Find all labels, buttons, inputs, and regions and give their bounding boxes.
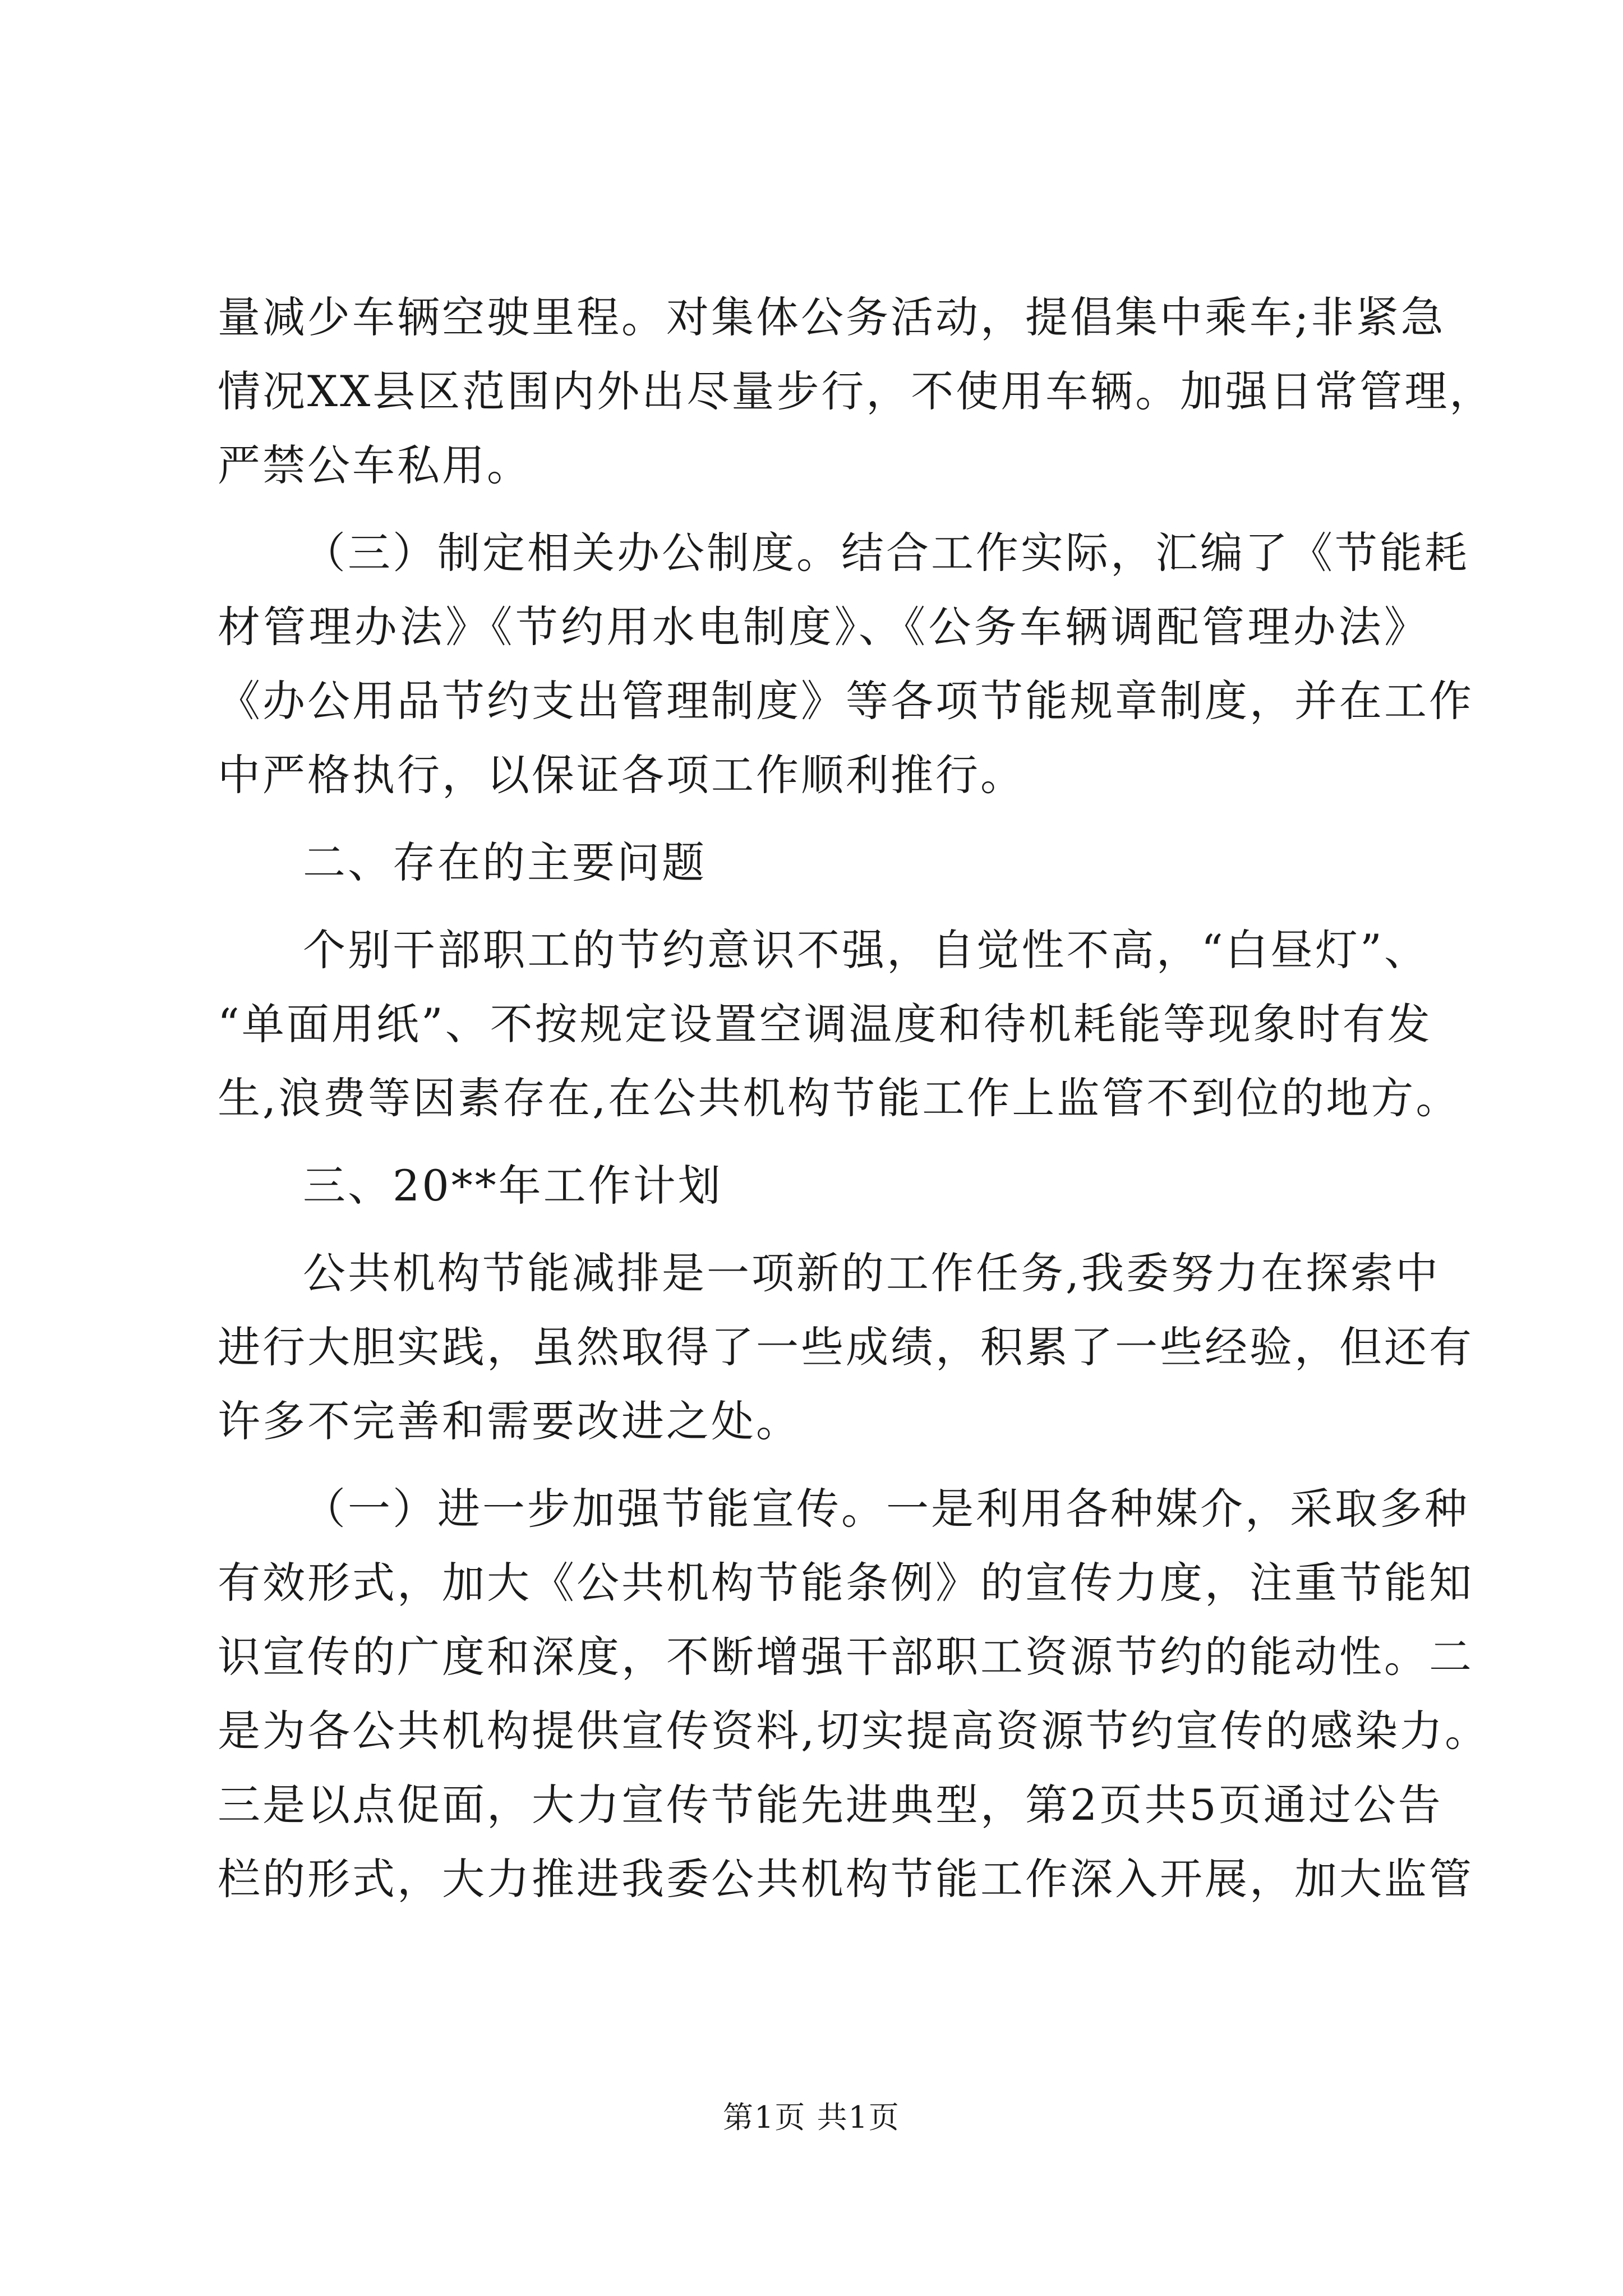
text-line: 是为各公共机构提供宣传资料,切实提高资源节约宣传的感染力。 xyxy=(218,1706,1490,1756)
section-heading: 三、20**年工作计划 xyxy=(303,1161,723,1211)
text-line: 进行大胆实践，虽然取得了一些成绩，积累了一些经验，但还有 xyxy=(218,1322,1474,1372)
text-line: 三是以点促面，大力宣传节能先进典型，第2页共5页通过公告 xyxy=(218,1780,1443,1830)
text-line: 识宣传的广度和深度，不断增强干部职工资源节约的能动性。二 xyxy=(218,1632,1474,1682)
text-line: 《办公用品节约支出管理制度》等各项节能规章制度，并在工作 xyxy=(218,676,1474,726)
text-line: （一）进一步加强节能宣传。一是利用各种媒介，采取多种 xyxy=(303,1484,1469,1534)
text-line: 生,浪费等因素存在,在公共机构节能工作上监管不到位的地方。 xyxy=(218,1073,1461,1123)
document-body xyxy=(218,280,1495,1916)
text-line: 有效形式，加大《公共机构节能条例》的宣传力度，注重节能知 xyxy=(218,1558,1474,1608)
text-line: 量减少车辆空驶里程。对集体公务活动，提倡集中乘车;非紧急 xyxy=(218,292,1446,342)
text-line: 情况XX县区范围内外出尽量步行，不使用车辆。加强日常管理， xyxy=(218,366,1495,416)
text-line: “单面用纸”、不按规定设置空调温度和待机耗能等现象时有发 xyxy=(218,999,1432,1049)
text-line: 个别干部职工的节约意识不强，自觉性不高，“白昼灯”、 xyxy=(303,925,1429,975)
text-line: 材管理办法》《节约用水电制度》、《公务车辆调配管理办法》 xyxy=(218,602,1429,652)
text-line: （三）制定相关办公制度。结合工作实际，汇编了《节能耗 xyxy=(303,528,1469,578)
text-line: 公共机构节能减排是一项新的工作任务,我委努力在探索中 xyxy=(303,1248,1441,1298)
text-line: 严禁公车私用。 xyxy=(218,440,532,490)
text-line: 栏的形式，大力推进我委公共机构节能工作深入开展，加大监管 xyxy=(218,1854,1474,1904)
page-footer: 第1页 共1页 xyxy=(723,2100,900,2135)
section-heading: 二、存在的主要问题 xyxy=(303,838,707,887)
text-line: 中严格执行，以保证各项工作顺利推行。 xyxy=(218,750,1025,800)
text-line: 许多不完善和需要改进之处。 xyxy=(218,1396,801,1446)
